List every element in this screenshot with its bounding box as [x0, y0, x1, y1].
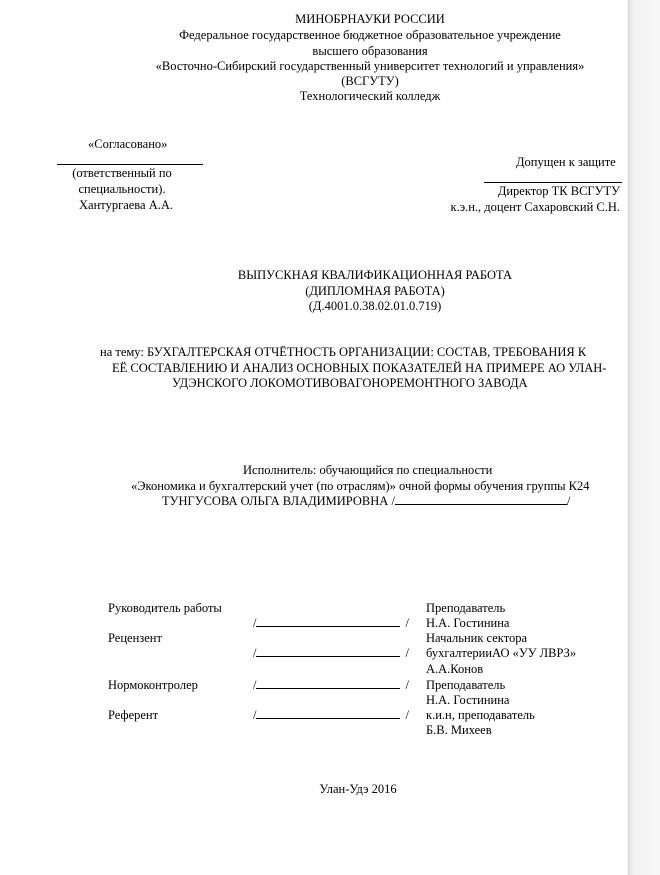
page-edge-shadow: [628, 0, 660, 875]
supervisor-name: Н.А. Гостинина: [426, 616, 510, 630]
sig-slash-close: /: [405, 646, 409, 660]
supervisor-signature-line: [256, 616, 400, 627]
admission-position: Директор ТК ВСГУТУ: [497, 184, 620, 198]
college-line: Технологический колледж: [299, 89, 441, 103]
university-line: «Восточно-Сибирский государственный университет технологий и управления»: [155, 59, 585, 73]
sig-slash-close: /: [405, 616, 409, 630]
normcontrol-role: Преподаватель: [426, 678, 506, 692]
normcontrol-signature-row: [253, 678, 409, 693]
ministry-line: МИНОБРНАУКИ РОССИИ: [295, 12, 445, 26]
referent-label: Референт: [108, 708, 159, 722]
reviewer-role-2: бухгалтерииАО «УУ ЛВРЗ»: [426, 646, 577, 660]
topic-line-1: на тему: БУХГАЛТЕРСКАЯ ОТЧЁТНОСТЬ ОРГАНИЗАЦИИ: СОСТАВ, ТРЕБОВАНИЯ К: [100, 345, 587, 359]
admission-title: Допущен к защите: [516, 155, 616, 169]
admission-signature-line: [484, 182, 622, 183]
performer-name: ТУНГУСОВА ОЛЬГА ВЛАДИМИРОВНА /: [162, 494, 395, 508]
work-code: (Д.4001.0.38.02.01.0.719): [308, 299, 442, 313]
supervisor-signature-row: [253, 616, 409, 631]
reviewer-name: А.А.Конов: [426, 662, 484, 676]
referent-signature-line: [256, 708, 400, 719]
normcontrol-label: Нормоконтролер: [108, 678, 198, 692]
sig-slash-open: /: [253, 646, 257, 660]
referent-name: Б.В. Михеев: [426, 723, 492, 737]
approval-signature-line: [57, 164, 203, 165]
normcontrol-signature-line: [256, 678, 400, 689]
work-type-line-1: ВЫПУСКНАЯ КВАЛИФИКАЦИОННАЯ РАБОТА: [237, 268, 513, 282]
city-year: Улан-Удэ 2016: [319, 782, 397, 796]
approval-name: Хантургаева А.А.: [79, 198, 174, 212]
performer-signature-line: [395, 494, 567, 505]
performer-end-slash: /: [566, 494, 571, 508]
performer-line-1: Исполнитель: обучающийся по специальности: [243, 463, 493, 477]
referent-signature-row: [253, 708, 409, 723]
abbreviation-line: (ВСГУТУ): [341, 74, 399, 88]
admission-name: к.э.н., доцент Сахаровский С.Н.: [450, 200, 620, 214]
performer-line-2: «Экономика и бухгалтерский учет (по отраслям)» очной формы обучения группы К24: [131, 479, 590, 493]
topic-line-3: УДЭНСКОГО ЛОКОМОТИВОВАГОНОРЕМОНТНОГО ЗАВОДА: [172, 376, 528, 390]
approval-role-2: специальности).: [78, 182, 166, 196]
sig-slash-open: /: [253, 708, 257, 722]
reviewer-role-1: Начальник сектора: [426, 631, 528, 645]
sig-slash-close: /: [405, 678, 409, 692]
reviewer-label: Рецензент: [108, 631, 162, 645]
work-type-line-2: (ДИПЛОМНАЯ РАБОТА): [305, 284, 445, 298]
sig-slash-close: /: [405, 708, 409, 722]
topic-line-2: ЕЁ СОСТАВЛЕНИЮ И АНАЛИЗ ОСНОВНЫХ ПОКАЗАТЕЛЕЙ НА ПРИМЕРЕ АО УЛАН-: [112, 361, 607, 375]
institution-line-1: Федеральное государственное бюджетное образовательное учреждение: [179, 28, 561, 42]
reviewer-signature-row: [253, 646, 409, 661]
institution-line-2: высшего образования: [312, 44, 428, 58]
supervisor-role: Преподаватель: [426, 601, 506, 615]
sig-slash-open: /: [253, 616, 257, 630]
reviewer-signature-line: [256, 646, 400, 657]
normcontrol-name: Н.А. Гостинина: [426, 693, 510, 707]
supervisor-label: Руководитель работы: [108, 601, 222, 615]
referent-role: к.и.н, преподаватель: [426, 708, 535, 722]
performer-name-row: [162, 494, 570, 509]
approval-role-1: (ответственный по: [72, 166, 172, 180]
sig-slash-open: /: [253, 678, 257, 692]
approval-title: «Согласовано»: [88, 137, 168, 151]
